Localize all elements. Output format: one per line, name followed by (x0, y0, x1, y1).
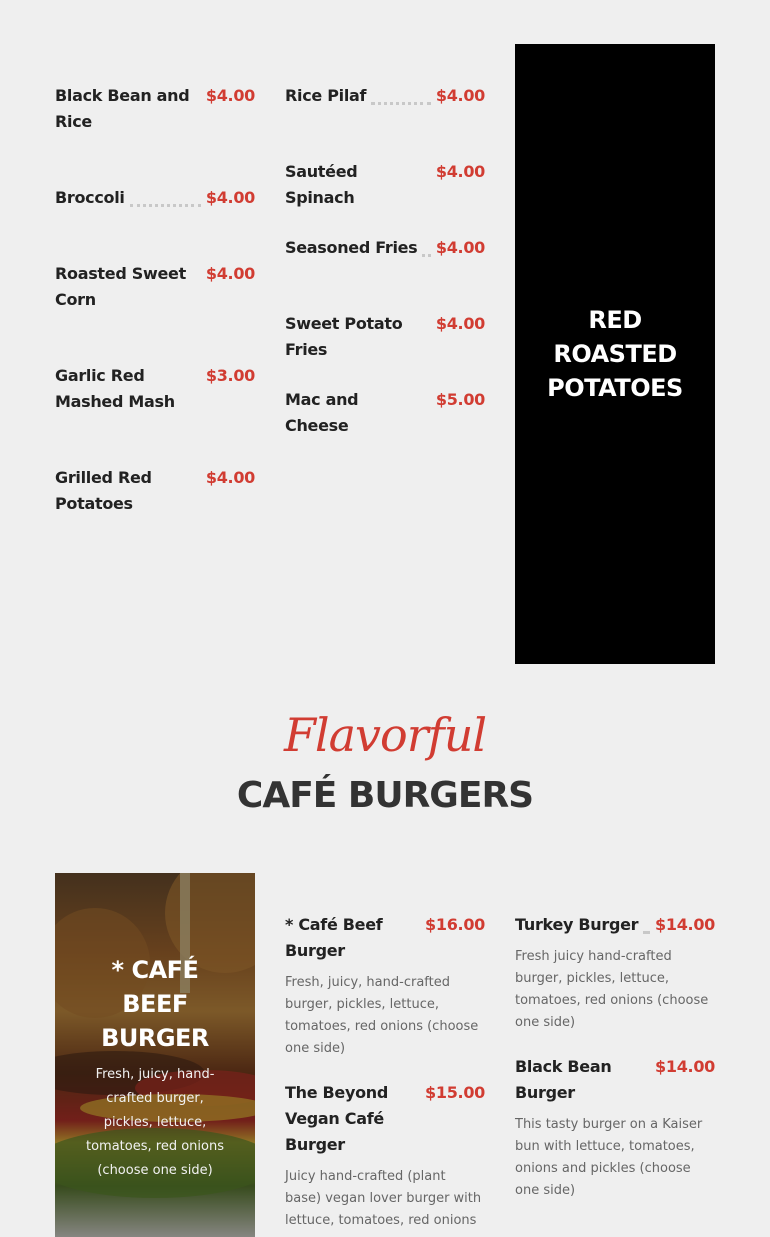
menu-item-price: $3.00 (205, 366, 255, 385)
menu-item-price: $5.00 (435, 390, 485, 409)
menu-item (285, 235, 485, 311)
menu-item-price: $4.00 (435, 86, 485, 105)
dot-leader (422, 235, 430, 257)
sides-column-1 (55, 83, 255, 525)
burgers-column-3 (515, 912, 715, 1202)
section-title: CAFÉ BURGERS (236, 775, 534, 816)
menu-item-price: $4.00 (205, 86, 255, 105)
menu-item-price: $16.00 (425, 915, 485, 934)
menu-item (55, 185, 255, 261)
menu-item (285, 159, 485, 235)
menu-item-name: The Beyond Vegan Café Burger (285, 1083, 389, 1154)
menu-item (285, 311, 485, 387)
featured-burger-card (55, 873, 255, 1237)
menu-item-name: Sweet Potato Fries (285, 314, 403, 359)
menu-item (515, 1054, 715, 1202)
featured-burger-desc: Fresh, juicy, hand-crafted burger, pickles, lettuce, tomatoes, red onions (choose one side) (86, 1067, 224, 1178)
featured-side-card (515, 44, 715, 664)
menu-item-price: $4.00 (435, 162, 485, 181)
featured-side-title: RED ROASTED POTATOES (547, 306, 683, 402)
menu-item (55, 465, 255, 525)
menu-item-name: Rice Pilaf (285, 86, 367, 105)
menu-item-price: $4.00 (435, 314, 485, 333)
section-script-heading: Flavorful (283, 708, 487, 762)
dot-leader (130, 185, 201, 207)
dot-leader (371, 83, 431, 105)
burgers-column-2 (285, 912, 485, 1232)
menu-item (515, 912, 715, 1054)
sides-column-2 (285, 83, 485, 435)
menu-item-desc: Fresh juicy hand-crafted burger, pickles, lettuce, tomatoes, red onions (choose one side) (515, 949, 709, 1030)
menu-item-name: Black Bean Burger (515, 1057, 612, 1102)
menu-item-name: Broccoli (55, 188, 125, 207)
menu-item-name: Roasted Sweet Corn (55, 264, 186, 309)
menu-item-desc: Fresh, juicy, hand-crafted burger, pickles, lettuce, tomatoes, red onions (choose one side) (285, 975, 479, 1056)
menu-item (55, 261, 255, 363)
menu-item-name: Black Bean and Rice (55, 86, 190, 131)
menu-item (55, 83, 255, 185)
menu-item-name: Sautéed Spinach (285, 162, 358, 207)
menu-item-desc: This tasty burger on a Kaiser bun with lettuce, tomatoes, onions and pickles (choose one side) (515, 1117, 703, 1198)
menu-item-name: Garlic Red Mashed Mash (55, 366, 175, 411)
menu-item-price: $14.00 (655, 915, 715, 934)
dot-leader (643, 912, 650, 934)
menu-item-price: $15.00 (425, 1083, 485, 1102)
menu-item-price: $4.00 (205, 264, 255, 283)
menu-item-price: $4.00 (205, 468, 255, 487)
menu-item-name: * Café Beef Burger (285, 915, 383, 960)
menu-item-desc: Juicy hand-crafted (plant base) vegan lover burger with lettuce, tomatoes, red onions (285, 1169, 482, 1228)
menu-item-price: $4.00 (205, 188, 255, 207)
menu-item-price: $14.00 (655, 1057, 715, 1076)
featured-burger-title: * CAFÉ BEEF BURGER (101, 956, 209, 1052)
menu-item (285, 912, 485, 1080)
menu-item-name: Grilled Red Potatoes (55, 468, 152, 513)
menu-item-name: Seasoned Fries (285, 238, 418, 257)
menu-item (285, 83, 485, 159)
menu-item-price: $4.00 (435, 238, 485, 257)
menu-item (285, 1080, 485, 1232)
menu-item (55, 363, 255, 465)
menu-item-name: Turkey Burger (515, 915, 639, 934)
menu-item (285, 387, 485, 435)
menu-item-name: Mac and Cheese (285, 390, 359, 435)
